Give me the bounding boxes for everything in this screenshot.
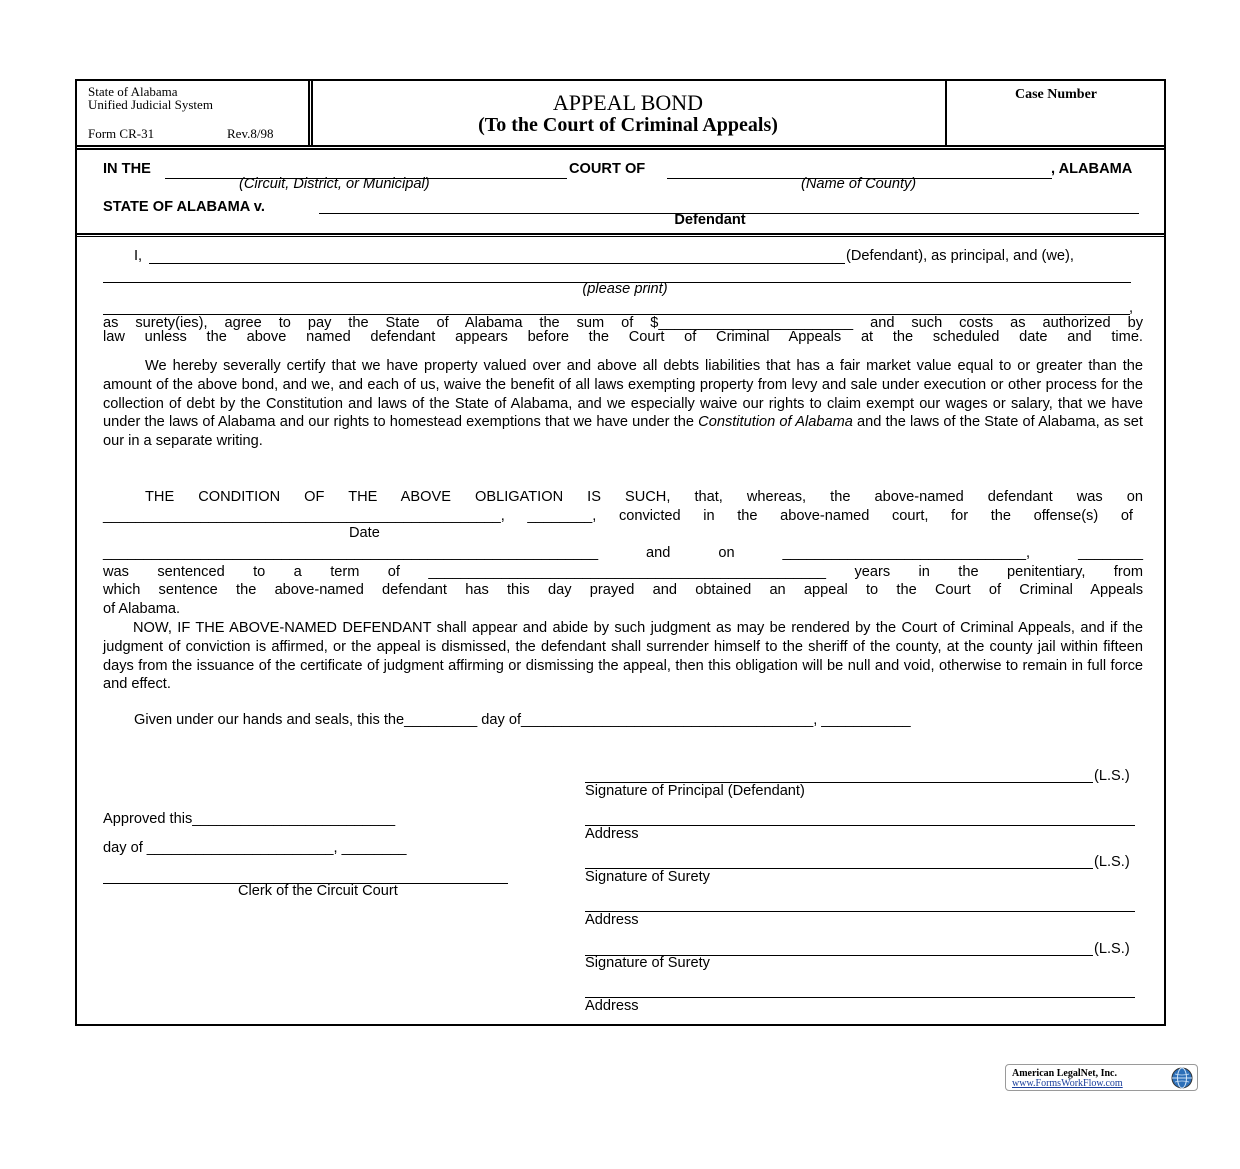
surety-signature-label-2: Signature of Surety bbox=[585, 955, 710, 971]
footer-logo-box bbox=[1005, 1064, 1198, 1091]
certify-paragraph bbox=[103, 357, 1143, 451]
header-divider-left bbox=[308, 79, 310, 147]
condition-line-1: THE CONDITION OF THE ABOVE OBLIGATION IS SUCH, that, whereas, the above-named defendant was on bbox=[145, 489, 1143, 505]
alabama-label: , ALABAMA bbox=[1051, 161, 1133, 177]
form-title: APPEAL BOND bbox=[552, 90, 704, 115]
form-subtitle: (To the Court of Criminal Appeals) bbox=[478, 114, 778, 136]
condition-line-4: was sentenced to a term of _________________________________________________ years in the penitentiary, from bbox=[103, 564, 1143, 580]
now-paragraph: NOW, IF THE ABOVE-NAMED DEFENDANT shall appear and abide by such judgment as may be rendered by the Court of Criminal Appeals, and if the judgment of conviction is affirmed, or the appeal is dismissed, the defendant shall surrender himself to the sheriff of the county, at the county jail within fifteen days from the issuance of the certificate of judgment affirming or dismissing the appeal, then this obligation will be null and void, otherwise to remain in full force and effect. bbox=[103, 620, 1143, 693]
day-of-line: day of _______________________, ________ bbox=[103, 840, 407, 856]
principal-suffix: (Defendant), as principal, and (we), bbox=[846, 248, 1074, 264]
constitution-title: Constitution of Alabama bbox=[698, 414, 853, 431]
court-type-hint: (Circuit, District, or Municipal) bbox=[239, 176, 430, 192]
ls-mark-2: (L.S.) bbox=[1094, 854, 1130, 870]
condition-line-2: _________________________________________________, ________, convicted in the above-named court, for the offense(s) of bbox=[103, 508, 1133, 524]
certify-text-1: We hereby severally certify that we have property valued over and above all debts liabilities that has a fair market value equal to or greater than the amount of the above bond, and we, and each of us, waive the benefit of all laws exempting property from levy and sale under execution or other process for the collection of debt by the Constitution and laws of the State of Alabama, and we especially waive our rights to claim exempt our wages or salary, that we have under the laws of Alabama and our rights to homestead exemptions that we have under the bbox=[103, 358, 1143, 431]
address-label-2: Address bbox=[585, 912, 639, 928]
state-v-label: STATE OF ALABAMA v. bbox=[103, 199, 265, 215]
condition-line-6: of Alabama. bbox=[103, 601, 181, 617]
i-label: I, bbox=[134, 248, 143, 264]
in-the-label: IN THE bbox=[103, 161, 151, 177]
surety-address-field-2[interactable] bbox=[585, 997, 1135, 998]
certify-text-2: and the laws of the State of Alabama, as set our in a separate writing. bbox=[103, 414, 1143, 450]
revision: Rev.8/98 bbox=[227, 126, 274, 141]
surety-line-comma: , bbox=[1129, 300, 1134, 316]
surety-line-2: law unless the above named defendant appears before the Court of Criminal Appeals at the scheduled date and time. bbox=[103, 329, 1143, 345]
system-label: Unified Judicial System bbox=[88, 97, 213, 112]
date-label: Date bbox=[349, 525, 380, 541]
globe-icon bbox=[1171, 1067, 1193, 1089]
surety-signature-label-1: Signature of Surety bbox=[585, 869, 710, 885]
form-number: Form CR-31 bbox=[88, 126, 155, 141]
please-print-hint: (please print) bbox=[582, 281, 668, 297]
surety-address-field-1[interactable] bbox=[585, 911, 1135, 912]
court-of-label: COURT OF bbox=[569, 161, 646, 177]
case-number-label: Case Number bbox=[1014, 87, 1098, 102]
approved-line: Approved this_________________________ bbox=[103, 811, 396, 827]
case-number-field[interactable] bbox=[950, 108, 1162, 142]
header-bottom-rule-2 bbox=[75, 148, 1166, 150]
principal-signature-label: Signature of Principal (Defendant) bbox=[585, 783, 805, 799]
address-label-3: Address bbox=[585, 998, 639, 1014]
county-hint: (Name of County) bbox=[801, 176, 917, 192]
footer-url[interactable]: www.FormsWorkFlow.com bbox=[1012, 1078, 1123, 1089]
condition-line-5: which sentence the above-named defendant has this day prayed and obtained an appeal to the Court of Criminal Appeals bbox=[103, 582, 1143, 598]
address-label-1: Address bbox=[585, 826, 639, 842]
clerk-label: Clerk of the Circuit Court bbox=[238, 883, 398, 899]
principal-address-field[interactable] bbox=[585, 825, 1135, 826]
given-line: Given under our hands and seals, this the_________ day of____________________________________, ___________ bbox=[134, 712, 911, 728]
court-bottom-rule-2 bbox=[75, 236, 1166, 237]
defendant-label: Defendant bbox=[674, 212, 746, 228]
footer-company: American LegalNet, Inc. bbox=[1012, 1068, 1117, 1079]
state-label: State of Alabama bbox=[88, 84, 178, 99]
court-bottom-rule bbox=[75, 233, 1166, 235]
condition-line-3: _____________________________________________________________ and on ______________________________, ________ bbox=[103, 545, 1143, 561]
ls-mark-3: (L.S.) bbox=[1094, 941, 1130, 957]
ls-mark-1: (L.S.) bbox=[1094, 768, 1130, 784]
principal-name-field[interactable] bbox=[149, 263, 845, 264]
surety-line-1: as surety(ies), agree to pay the State of Alabama the sum of $________________________ and such costs as authorized by bbox=[103, 315, 1143, 331]
header-bottom-rule bbox=[75, 145, 1166, 147]
